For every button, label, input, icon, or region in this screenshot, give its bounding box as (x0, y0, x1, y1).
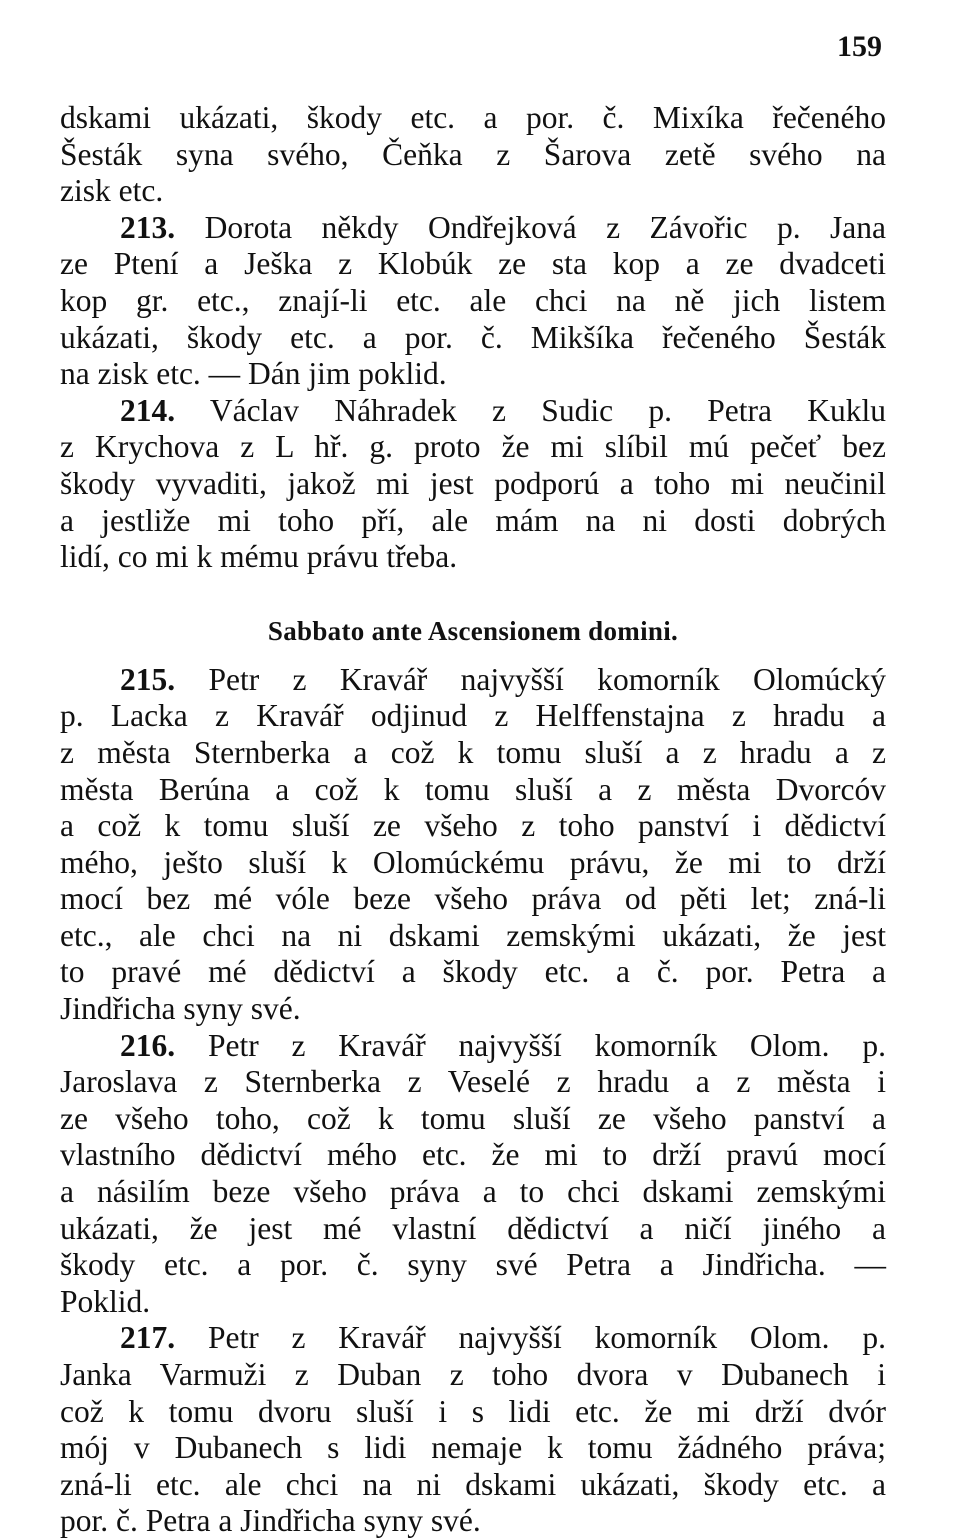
text-span: Petr z Kravář najvyšší komorník Olomúcký (208, 661, 887, 697)
text-line: Jindřicha syny své. (60, 991, 301, 1027)
text-line: dskami ukázati, škody etc. a por. č. Mixíka řečeného (60, 100, 886, 135)
document-body (60, 100, 886, 1540)
text-span: Petr z Kravář najvyšší komorník Olom. p. (207, 1027, 887, 1063)
text-line (60, 393, 886, 430)
text-line: mój v Dubanech s lidi nemaje k tomu žádného práva; (60, 1430, 886, 1466)
text-line: p. Lacka z Kravář odjinud z Helffenstajna z hradu a (60, 698, 886, 734)
entry-214 (60, 393, 886, 576)
text-line: zisk etc. (60, 173, 164, 209)
text-line: por. č. Petra a Jindřicha syny své. (60, 1503, 481, 1539)
entry-number: 217. (120, 1320, 176, 1356)
entry-216 (60, 1028, 886, 1321)
section-heading: Sabbato ante Ascensionem domini. (267, 615, 679, 646)
text-line: Jaroslava z Sternberka z Veselé z hradu a z města i (60, 1064, 886, 1100)
entry-number: 215. (120, 661, 176, 697)
text-line: ze Ptení a Ješka z Klobúk ze sta kop a ze dvadceti (60, 246, 886, 282)
text-line: to pravé mé dědictví a škody etc. a č. por. Petra a (60, 954, 886, 990)
text-line: škody etc. a por. č. syny své Petra a Jindřicha. — (60, 1247, 886, 1283)
text-line: ukázati, že jest mé vlastní dědictví a ničí jiného a (60, 1210, 886, 1246)
text-line: což k tomu dvoru sluší i s lidi etc. že mi drží dvór (60, 1393, 886, 1429)
text-line: kop gr. etc., znají-li etc. ale chci na ně jich listem (60, 282, 886, 318)
entry-215 (60, 662, 886, 1028)
text-line: z města Sternberka a což k tomu sluší a z hradu a z (60, 734, 886, 770)
text-span: Petr z Kravář najvyšší komorník Olom. p. (207, 1320, 887, 1356)
text-line: etc., ale chci na ni dskami zemskými ukázati, že jest (60, 917, 886, 953)
entry-217 (60, 1320, 886, 1540)
text-line: a což k tomu sluší ze všeho z toho panství i dědictví (60, 808, 886, 844)
text-line: ukázati, škody etc. a por. č. Mikšíka řečeného Šesták (60, 319, 886, 355)
entry-number: 213. (120, 209, 176, 245)
text-line (60, 662, 886, 699)
text-line: Janka Varmuži z Duban z toho dvora v Dubanech i (60, 1357, 886, 1392)
text-line: škody vyvaditi, jakož mi jest podporú a toho mi neučinil (60, 465, 886, 501)
page-number: 159 (837, 30, 882, 63)
text-line: lidí, co mi k mému právu třeba. (60, 539, 458, 575)
text-line (60, 210, 886, 247)
text-line: vlastního dědictví mého etc. že mi to drží pravú mocí (60, 1137, 886, 1173)
text-line: a násilím beze všeho práva a to chci dskami zemskými (60, 1174, 886, 1210)
entry-number: 214. (120, 392, 176, 428)
text-span: Václav Náhradek z Sudic p. Petra Kuklu (209, 392, 886, 428)
text-line: Poklid. (60, 1283, 151, 1319)
entry-213 (60, 210, 886, 393)
text-line: města Berúna a což k tomu sluší a z města Dvorcóv (60, 771, 886, 807)
text-line: z Krychova z L hř. g. proto že mi slíbil mú pečeť bez (60, 429, 886, 465)
text-line: zná-li etc. ale chci na ni dskami ukázati, škody etc. a (60, 1466, 886, 1502)
text-line (60, 1028, 886, 1065)
entry-number: 216. (120, 1027, 176, 1063)
text-span: Dorota někdy Ondřejková z Závořic p. Jana (204, 209, 887, 245)
text-line: mocí bez mé vóle beze všeho práva od pěti let; zná-li (60, 881, 886, 917)
paragraph-continuation (60, 100, 886, 210)
text-line: ze všeho toho, což k tomu sluší ze všeho panství a (60, 1100, 886, 1136)
text-line (60, 1320, 886, 1357)
text-line: na zisk etc. — Dán jim poklid. (60, 356, 447, 392)
text-line: Šesták syna svého, Čeňka z Šarova zetě svého na (60, 136, 886, 172)
text-line: a jestliže mi toho pří, ale mám na ni dosti dobrých (60, 502, 886, 538)
text-line: mého, ješto sluší k Olomúckému právu, že mi to drží (60, 844, 886, 880)
